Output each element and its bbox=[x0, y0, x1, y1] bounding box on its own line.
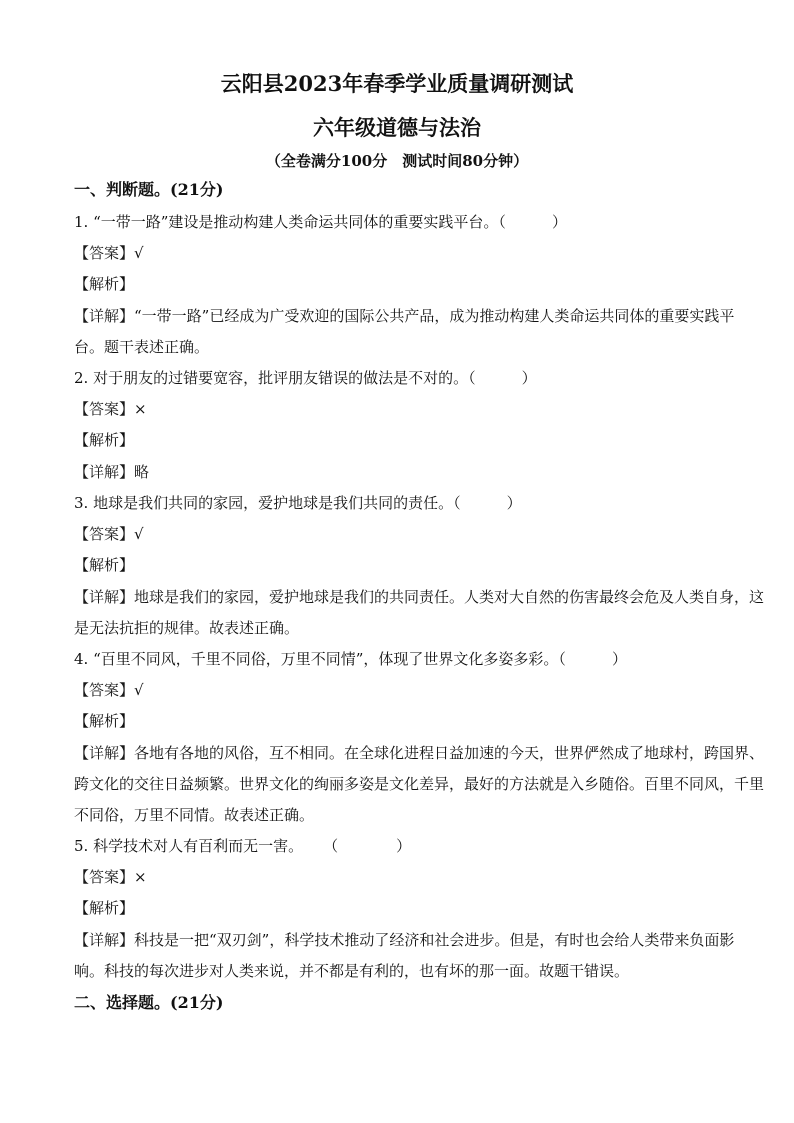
question-4 bbox=[74, 649, 724, 669]
detail-tag: 【详解】 bbox=[74, 744, 135, 762]
detail-5-line-1 bbox=[74, 930, 735, 950]
question-bracket-close: ） bbox=[551, 213, 567, 231]
exam-title: 云阳县2023年春季学业质量调研测试 bbox=[220, 71, 574, 96]
detail-3-line-1 bbox=[74, 587, 765, 607]
detail-text: “一带一路”已经成为广受欢迎的国际公共产品，成为推动构建人类命运共同体的重要实践平 bbox=[134, 307, 735, 325]
subject-title: 六年级道德与法治 bbox=[313, 115, 481, 140]
answer-tag: 【答案】 bbox=[74, 400, 135, 418]
section-heading-choice: 二、选择题。(21分) bbox=[74, 993, 224, 1012]
detail-tag: 【详解】 bbox=[74, 463, 135, 481]
detail-1-line-1 bbox=[74, 306, 735, 326]
detail-4-line-2: 跨文化的交往日益频繁。世界文化的绚丽多姿是文化差异，最好的方法就是入乡随俗。百里不同风，千里 bbox=[74, 775, 765, 793]
question-stem: 地球是我们共同的家园，爱护地球是我们共同的责任。（ bbox=[93, 494, 461, 512]
detail-3-line-2: 是无法抗拒的规律。故表述正确。 bbox=[74, 619, 300, 637]
answer-4 bbox=[74, 680, 724, 700]
answer-value: × bbox=[134, 868, 147, 886]
analysis-3: 【解析】 bbox=[74, 556, 135, 574]
answer-value: √ bbox=[134, 244, 144, 262]
question-bracket-close: ） bbox=[396, 837, 412, 855]
question-number: 3. bbox=[74, 494, 89, 512]
answer-value: √ bbox=[134, 525, 144, 543]
question-bracket-open: （ bbox=[323, 837, 339, 855]
question-5 bbox=[74, 836, 724, 856]
exam-info: （全卷满分100分 测试时间80分钟） bbox=[265, 152, 529, 170]
detail-2-line-1 bbox=[74, 462, 724, 482]
question-1 bbox=[74, 212, 724, 232]
answer-value: × bbox=[134, 400, 147, 418]
detail-4-line-1 bbox=[74, 743, 765, 763]
answer-tag: 【答案】 bbox=[74, 244, 135, 262]
question-stem: 对于朋友的过错要宽容，批评朋友错误的做法是不对的。（ bbox=[93, 369, 476, 387]
analysis-4: 【解析】 bbox=[74, 712, 135, 730]
answer-tag: 【答案】 bbox=[74, 681, 135, 699]
question-number: 5. bbox=[74, 837, 89, 855]
detail-text: 地球是我们的家园，爱护地球是我们的共同责任。人类对大自然的伤害最终会危及人类自身，这 bbox=[134, 588, 765, 606]
detail-text: 科技是一把“双刃剑”，科学技术推动了经济和社会进步。但是，有时也会给人类带来负面影 bbox=[134, 931, 735, 949]
question-bracket-close: ） bbox=[521, 369, 537, 387]
section-heading-judgment: 一、判断题。(21分) bbox=[74, 180, 224, 199]
question-number: 1. bbox=[74, 213, 89, 231]
detail-tag: 【详解】 bbox=[74, 307, 135, 325]
question-bracket-close: ） bbox=[611, 650, 627, 668]
detail-text: 略 bbox=[134, 463, 150, 481]
question-stem: 科学技术对人有百利而无一害。 bbox=[93, 837, 304, 855]
question-stem: “一带一路”建设是推动构建人类命运共同体的重要实践平台。（ bbox=[93, 213, 506, 231]
answer-tag: 【答案】 bbox=[74, 525, 135, 543]
answer-tag: 【答案】 bbox=[74, 868, 135, 886]
detail-5-line-2: 响。科技的每次进步对人类来说，并不都是有利的，也有坏的那一面。故题干错误。 bbox=[74, 962, 630, 980]
analysis-5: 【解析】 bbox=[74, 899, 135, 917]
question-number: 4. bbox=[74, 650, 89, 668]
question-stem: “百里不同风，千里不同俗，万里不同情”，体现了世界文化多姿多彩。（ bbox=[93, 650, 566, 668]
detail-tag: 【详解】 bbox=[74, 931, 135, 949]
detail-4-line-3: 不同俗，万里不同情。故表述正确。 bbox=[74, 806, 315, 824]
detail-text: 各地有各地的风俗，互不相同。在全球化进程日益加速的今天，世界俨然成了地球村，跨国界、 bbox=[134, 744, 765, 762]
answer-1 bbox=[74, 243, 724, 263]
detail-1-line-2: 台。题干表述正确。 bbox=[74, 338, 210, 356]
question-bracket-close: ） bbox=[506, 494, 522, 512]
analysis-2: 【解析】 bbox=[74, 431, 135, 449]
question-3 bbox=[74, 493, 724, 513]
question-2 bbox=[74, 368, 724, 388]
detail-tag: 【详解】 bbox=[74, 588, 135, 606]
answer-5 bbox=[74, 867, 724, 887]
answer-value: √ bbox=[134, 681, 144, 699]
question-number: 2. bbox=[74, 369, 89, 387]
answer-3 bbox=[74, 524, 724, 544]
analysis-1: 【解析】 bbox=[74, 275, 135, 293]
answer-2 bbox=[74, 399, 724, 419]
